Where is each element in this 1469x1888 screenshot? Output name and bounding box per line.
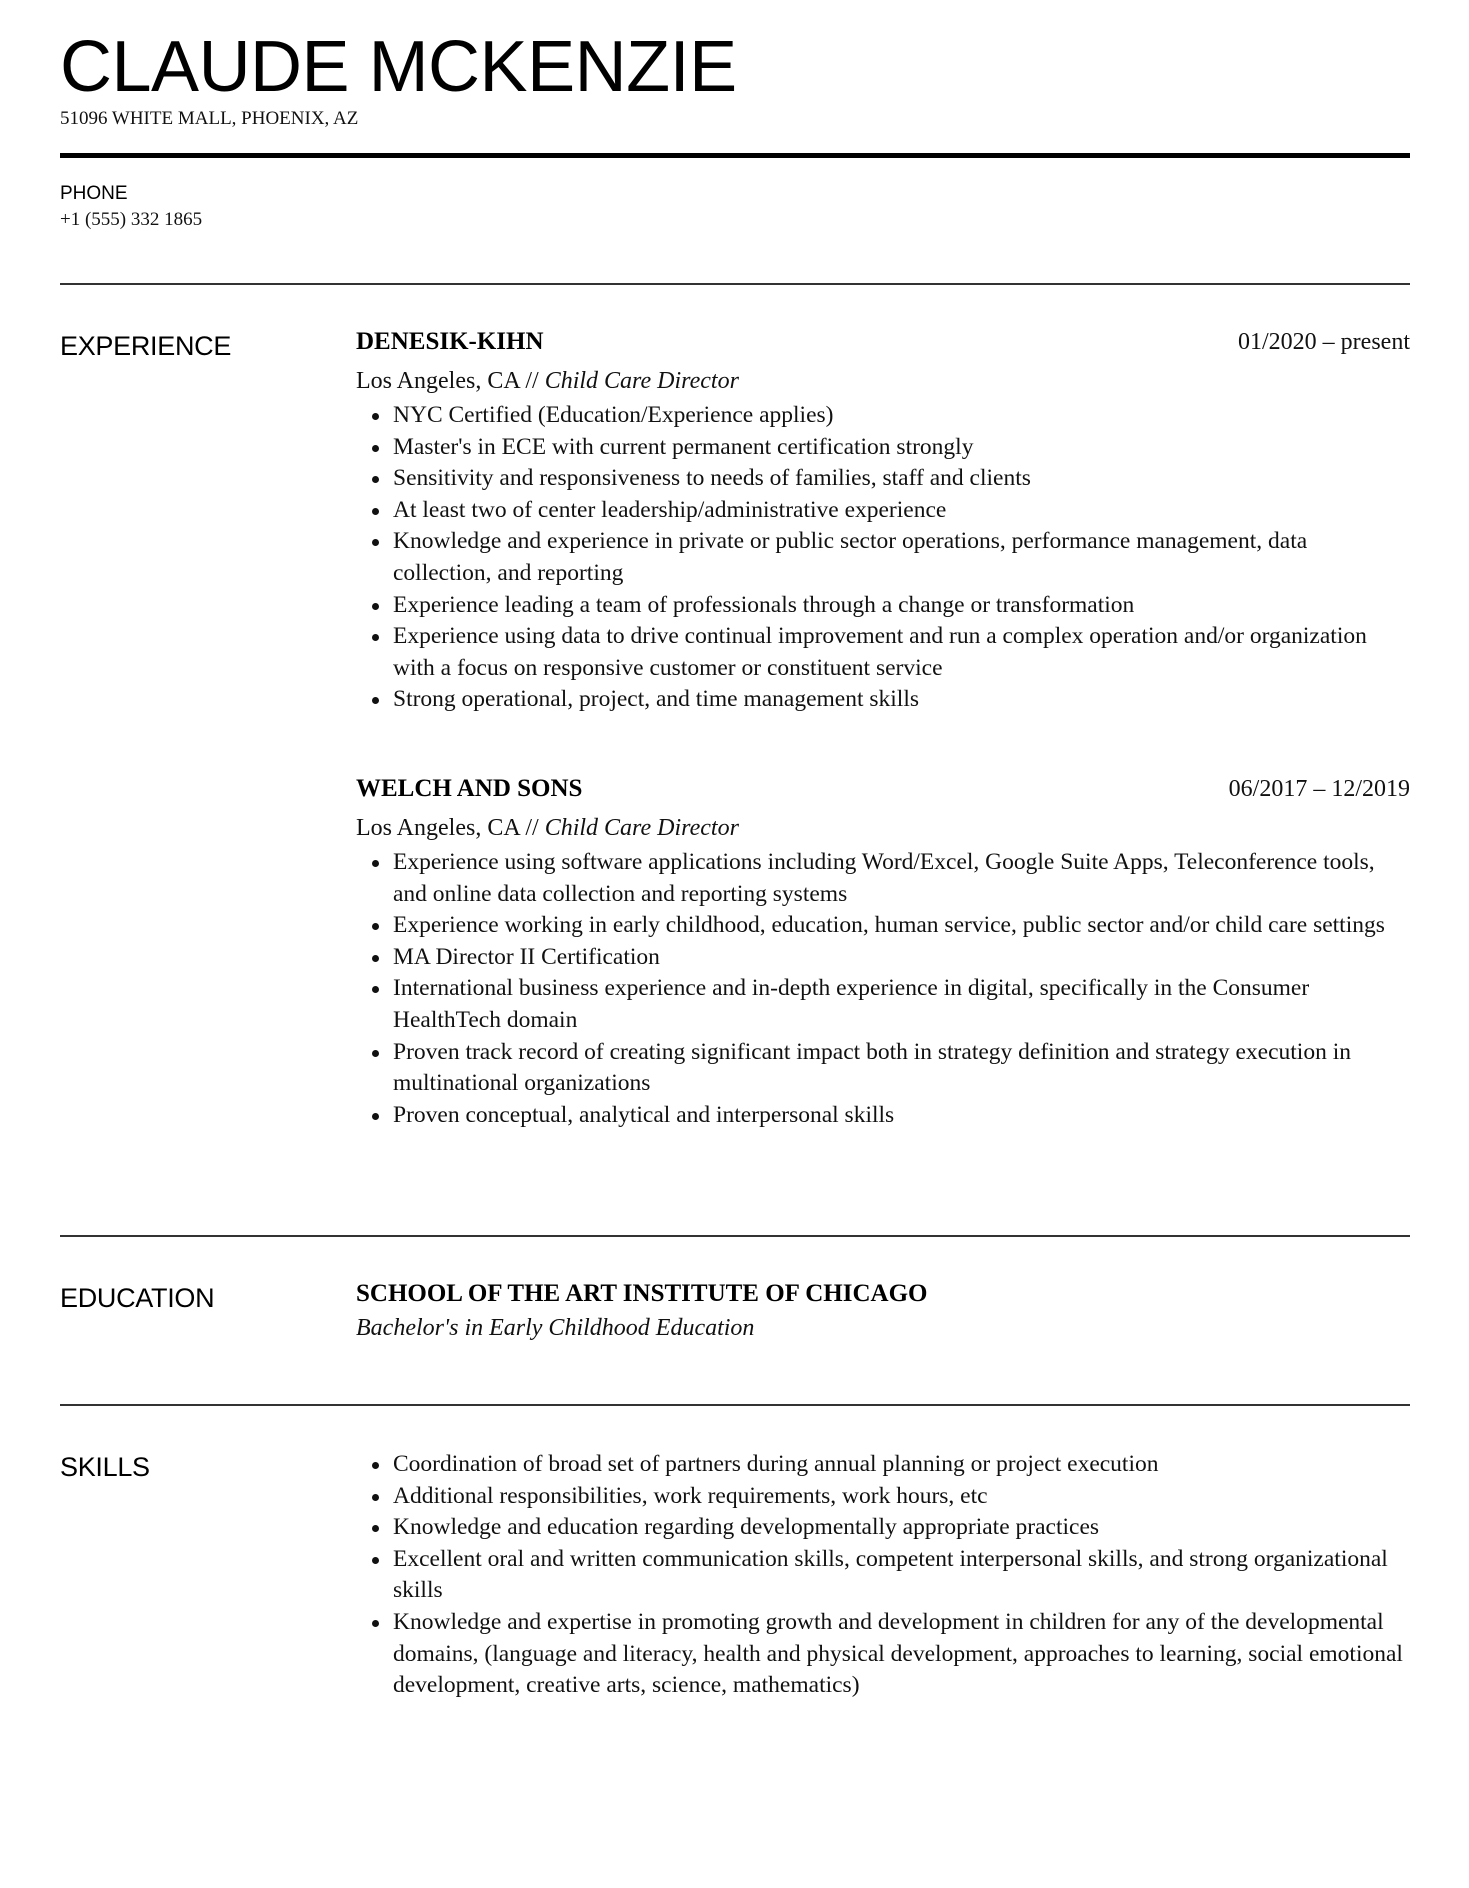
bullet-item [356, 1544, 1410, 1607]
bullet-text: Sensitivity and responsiveness to needs of families, staff and clients [393, 465, 1031, 492]
job-header [356, 327, 1410, 361]
bullet-item [356, 463, 1410, 495]
bullet-dot-icon [372, 860, 379, 867]
section-label-education: EDUCATION [60, 1283, 215, 1313]
section-divider-skills [60, 1404, 1410, 1406]
bullet-text: Experience leading a team of professionals through a change or transformation [393, 591, 1135, 618]
bullet-text: At least two of center leadership/administrative experience [393, 496, 947, 523]
bullet-text: Experience using data to drive continual improvement and run a complex operation and/or organization with a focus on responsive customer or constituent service [393, 623, 1367, 681]
bullet-item [356, 1100, 1410, 1132]
bullet-text: Experience working in early childhood, education, human service, public sector and/or child care settings [393, 912, 1385, 939]
bullet-text: Experience using software applications including Word/Excel, Google Suite Apps, Teleconference tools, and online data collection and reporting systems [393, 848, 1375, 907]
job-bullets [356, 847, 1410, 1131]
bullet-text: MA Director II Certification [393, 943, 660, 970]
degree-name: Bachelor's in Early Childhood Education [356, 1315, 755, 1341]
job-location: Los Angeles, CA [356, 814, 520, 841]
bullet-dot-icon [372, 923, 379, 930]
bullet-dot-icon [372, 539, 379, 546]
bullet-dot-icon [372, 1050, 379, 1057]
bullet-item [356, 1481, 1410, 1513]
job-location: Los Angeles, CA [356, 368, 520, 394]
bullet-item [356, 942, 1410, 974]
job-header [356, 774, 1410, 808]
candidate-name: CLAUDE MCKENZIE [60, 27, 737, 107]
bullet-dot-icon [372, 986, 379, 993]
bullet-item [356, 590, 1410, 622]
job-title: Child Care Director [544, 368, 739, 394]
skills-list-container [356, 1449, 1410, 1702]
bullet-item [356, 526, 1410, 589]
phone-label: PHONE [60, 183, 128, 204]
bullet-dot-icon [372, 476, 379, 483]
bullet-text: Knowledge and education regarding developmentally appropriate practices [393, 1514, 1100, 1541]
company-name: DENESIK-KIHN [356, 328, 544, 355]
bullet-dot-icon [372, 1113, 379, 1120]
section-divider-experience [60, 283, 1410, 285]
bullet-text: Excellent oral and written communication skills, competent interpersonal skills, and strong organizational skills [393, 1545, 1388, 1604]
job-subline [356, 364, 1410, 398]
section-label-skills: SKILLS [60, 1452, 150, 1482]
education-entry [356, 1279, 1410, 1345]
bullet-item [356, 495, 1410, 527]
skills-list [356, 1449, 1410, 1702]
bullet-text: Master's in ECE with current permanent certification strongly [393, 433, 974, 460]
bullet-text: Additional responsibilities, work requirements, work hours, etc [393, 1482, 988, 1509]
job-dates: 01/2020 – present [1238, 329, 1410, 355]
job-title: Child Care Director [544, 814, 739, 841]
bullet-dot-icon [372, 445, 379, 452]
bullet-dot-icon [372, 1557, 379, 1564]
bullet-item [356, 684, 1410, 716]
bullet-dot-icon [372, 1462, 379, 1469]
bullet-text: Proven track record of creating significant impact both in strategy definition and strategy execution in multinational organizations [393, 1038, 1351, 1097]
bullet-text: International business experience and in-depth experience in digital, specifically in the Consumer HealthTech domain [393, 975, 1310, 1033]
job-entry [356, 774, 1410, 1131]
job-separator: // [525, 368, 539, 394]
bullet-text: Knowledge and expertise in promoting growth and development in children for any of the developmental domains, (language and literacy, health and physical development, approaches to learning, social emotional development, creative arts, science, mathematics) [393, 1608, 1403, 1699]
bullet-dot-icon [372, 508, 379, 515]
school-name: SCHOOL OF THE ART INSTITUTE OF CHICAGO [356, 1280, 928, 1307]
candidate-address: 51096 WHITE MALL, PHOENIX, AZ [60, 108, 359, 129]
bullet-item [356, 973, 1410, 1036]
bullet-text: Coordination of broad set of partners during annual planning or project execution [393, 1451, 1159, 1477]
job-entry [356, 327, 1410, 716]
bullet-item [356, 400, 1410, 432]
bullet-item [356, 1607, 1410, 1702]
bullet-dot-icon [372, 1620, 379, 1627]
bullet-item [356, 847, 1410, 910]
job-bullets [356, 400, 1410, 716]
section-divider-education [60, 1235, 1410, 1237]
job-separator: // [525, 814, 539, 841]
bullet-item [356, 1512, 1410, 1544]
bullet-item [356, 1449, 1410, 1481]
bullet-item [356, 1037, 1410, 1100]
header-divider [60, 153, 1410, 158]
bullet-dot-icon [372, 1525, 379, 1532]
company-name: WELCH AND SONS [356, 774, 583, 802]
bullet-dot-icon [372, 955, 379, 962]
bullet-item [356, 910, 1410, 942]
job-dates: 06/2017 – 12/2019 [1228, 775, 1410, 802]
bullet-dot-icon [372, 1494, 379, 1501]
bullet-text: Proven conceptual, analytical and interpersonal skills [393, 1101, 895, 1128]
bullet-dot-icon [372, 634, 379, 641]
bullet-dot-icon [372, 413, 379, 420]
bullet-item [356, 621, 1410, 684]
bullet-item [356, 432, 1410, 464]
bullet-dot-icon [372, 697, 379, 704]
section-label-experience: EXPERIENCE [60, 331, 232, 361]
experience-list [356, 327, 1410, 1131]
bullet-text: Strong operational, project, and time management skills [393, 686, 920, 713]
bullet-text: Knowledge and experience in private or public sector operations, performance management, data collection, and reporting [393, 528, 1308, 586]
job-subline [356, 811, 1410, 845]
phone-value: +1 (555) 332 1865 [60, 209, 203, 230]
bullet-dot-icon [372, 603, 379, 610]
bullet-text: NYC Certified (Education/Experience applies) [393, 402, 834, 428]
